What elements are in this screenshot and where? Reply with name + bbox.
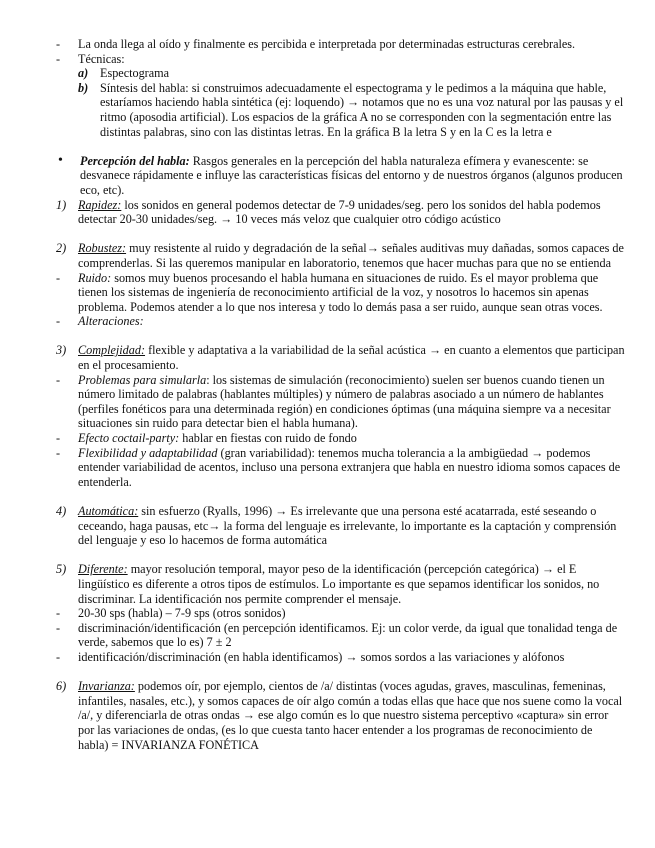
list-item <box>56 37 625 52</box>
text-run: podemos oír, por ejemplo, cientos de /a/ distintas (voces agudas, graves, masculinas, femeninas, infantiles, nasales, etc.), y somos capaces de oír algo común a todas ellas que hace que nos suene como la vocal /a/, y diferenciarla de otras ondas → ese algo común es lo que nuestro sistema perceptivo «captura» sin error por las variaciones de ondas, (es lo que cuesta tanto hacer entender a los programas de reconocimiento de habla) = INVARIANZA FONÉTICA <box>78 679 623 752</box>
text-run: Síntesis del habla: si construimos adecuadamente el espectograma y le pedimos a la máquina que hable, estaríamos haciendo habla sintética (ej: loquendo) → notamos que no es una voz natural por las pausas y el ritmo (aposodia artificial). Los espacios de la gráfica A no se corresponden con la segmentación entre las distintas palabras, sino con las distintas letras. En la gráfica B la letra S y en la C es la letra e <box>100 80 624 139</box>
term-label: Automática: <box>78 504 139 518</box>
text-run: los sonidos en general podemos detectar de 7-9 unidades/seg. pero los sonidos del habla podemos detectar 20-30 unidades/seg. → 10 veces más veloz que cualquier otro código acústico <box>78 197 601 227</box>
list-marker: - <box>56 270 61 285</box>
text-run: Rasgos generales en la percepción del habla naturaleza efímera y evanescente: se desvanece rápidamente e influye las características físicas del entorno y de nuestros órganos (algunos producen eco, etc). <box>80 153 623 197</box>
list-item <box>56 431 625 446</box>
term-label: Robustez: <box>78 241 127 256</box>
term-label: Diferente: <box>78 562 128 577</box>
term-label: Alteraciones: <box>78 314 144 329</box>
list-item <box>56 504 625 548</box>
list-marker: a) <box>78 66 89 81</box>
term-label: Problemas para simularla <box>78 372 207 387</box>
list-marker: - <box>56 37 61 51</box>
paragraph-spacer <box>56 227 625 242</box>
list-marker: - <box>56 620 61 635</box>
list-item <box>56 621 625 650</box>
paragraph-spacer <box>56 139 625 154</box>
paragraph-spacer <box>56 329 625 344</box>
list-item <box>56 314 625 329</box>
list-item <box>56 373 625 431</box>
text-run: mayor resolución temporal, mayor peso de la identificación (percepción categórica) → el E lingüístico es diferente a otros tipos de estímulos. Lo importante es que sepamos identificar los sonidos, no discriminar. La identificación nos permite comprender el mensaje. <box>78 562 600 606</box>
list-marker: - <box>56 606 61 621</box>
list-marker: 3) <box>56 343 67 358</box>
item-text <box>78 446 625 490</box>
term-label: Percepción del habla: <box>80 153 190 168</box>
text-run: (gran variabilidad): tenemos mucha tolerancia a la ambigüedad → podemos entender variabilidad de acentos, incluso una persona extranjera que habla en nuestro idioma somos capaces de entenderla. <box>78 445 621 489</box>
item-text <box>78 562 625 606</box>
list-item <box>56 271 625 315</box>
list-marker: 6) <box>56 679 67 694</box>
text-run: flexible y adaptativa a la variabilidad de la señal acústica → en cuanto a elementos que participan en el procesamiento. <box>78 343 625 373</box>
paragraph-spacer <box>56 548 625 563</box>
list-item <box>56 606 625 621</box>
term-label: Efecto coctail-party: <box>78 431 180 446</box>
list-marker: - <box>56 445 61 460</box>
text-run: identificación/discriminación (en habla identificamos) → somos sordos a las variaciones y alófonos <box>78 649 565 664</box>
item-text <box>78 241 625 270</box>
list-item <box>56 650 625 665</box>
list-marker: - <box>56 431 61 446</box>
text-run: 20-30 sps (habla) – 7-9 sps (otros sonidos) <box>78 606 286 621</box>
item-text <box>100 66 625 81</box>
item-text <box>78 504 625 548</box>
list-marker: - <box>56 372 61 387</box>
list-item <box>56 343 625 372</box>
item-text <box>78 343 625 372</box>
item-text <box>78 271 625 315</box>
paragraph-spacer <box>56 665 625 680</box>
text-run: discriminación/identificación (en percepción identificamos. Ej: un color verde, da igual que tonalidad tenga de verde, sabemos que lo es) 7 ± 2 <box>78 620 618 650</box>
term-label: Ruido: <box>78 270 112 285</box>
list-marker: - <box>56 51 61 66</box>
list-item <box>56 52 625 67</box>
item-text <box>100 81 625 139</box>
item-text <box>78 679 625 752</box>
sublist-item <box>78 81 625 139</box>
text-run: Técnicas: <box>78 51 125 66</box>
list-item <box>56 562 625 606</box>
list-marker: - <box>56 314 61 329</box>
list-marker: b) <box>78 80 89 95</box>
item-text <box>78 314 625 329</box>
text-run: hablar en fiestas con ruido de fondo <box>179 431 357 446</box>
term-label: Complejidad: <box>78 343 146 358</box>
item-text <box>78 431 625 446</box>
text-run: Espectograma <box>100 66 170 81</box>
item-text <box>78 373 625 431</box>
list-marker: 2) <box>56 241 67 256</box>
text-run: sin esfuerzo (Ryalls, 1996) → Es irrelevante que una persona esté acatarrada, esté seseando o ceceando, haga pausas, etc→ la forma del lenguaje es irrelevante, lo importante es la captación y comprensión del lenguaje y eso lo hacemos de forma automática <box>78 504 617 548</box>
list-marker: 1) <box>56 197 67 212</box>
item-text <box>78 52 625 67</box>
item-text <box>78 606 625 621</box>
list-marker: 4) <box>56 504 67 518</box>
sublist-item <box>78 66 625 81</box>
list-item <box>56 241 625 270</box>
paragraph-spacer <box>56 489 625 504</box>
list-item <box>56 679 625 752</box>
text-run: La onda llega al oído y finalmente es percibida e interpretada por determinadas estructuras cerebrales. <box>78 37 576 51</box>
list-item <box>56 198 625 227</box>
item-text <box>78 621 625 650</box>
bullet-item <box>56 154 625 198</box>
text-run: somos muy buenos procesando el habla humana en situaciones de ruido. Es el mayor problema que tienen los sistemas de ingeniería de reconocimiento artificial de la voz, y nosotros lo hacemos sin apenas problema. Podemos atender a lo que nos interesa y todo lo demás pasa a ser ruido, aunque sean otras voces. <box>78 270 603 314</box>
item-text <box>80 154 625 198</box>
list-item <box>56 446 625 490</box>
item-text <box>78 198 625 227</box>
text-run: : los sistemas de simulación (reconocimiento) suelen ser buenos cuando tienen un número limitado de palabras (hablantes múltiples) y número de palabras asociado a un número de hablantes (perfiles fonéticos para una determinada región) en condiciones óptimas (una máquina siempre va a necesitar situaciones sin ruido para detectar bien el habla humana). <box>78 372 611 431</box>
list-marker: 5) <box>56 562 67 577</box>
list-marker: - <box>56 649 61 664</box>
item-text <box>78 650 625 665</box>
text-run: muy resistente al ruido y degradación de la señal→ señales auditivas muy dañadas, somos capaces de comprenderlas. Si las queremos manipular en laboratorio, tenemos que hacer muchas para que no se entienda <box>78 241 624 270</box>
term-label: Flexibilidad y adaptabilidad <box>78 445 218 460</box>
term-label: Rapidez: <box>78 197 122 212</box>
item-text <box>78 37 625 52</box>
list-marker: • <box>58 152 63 168</box>
term-label: Invarianza: <box>78 679 135 694</box>
